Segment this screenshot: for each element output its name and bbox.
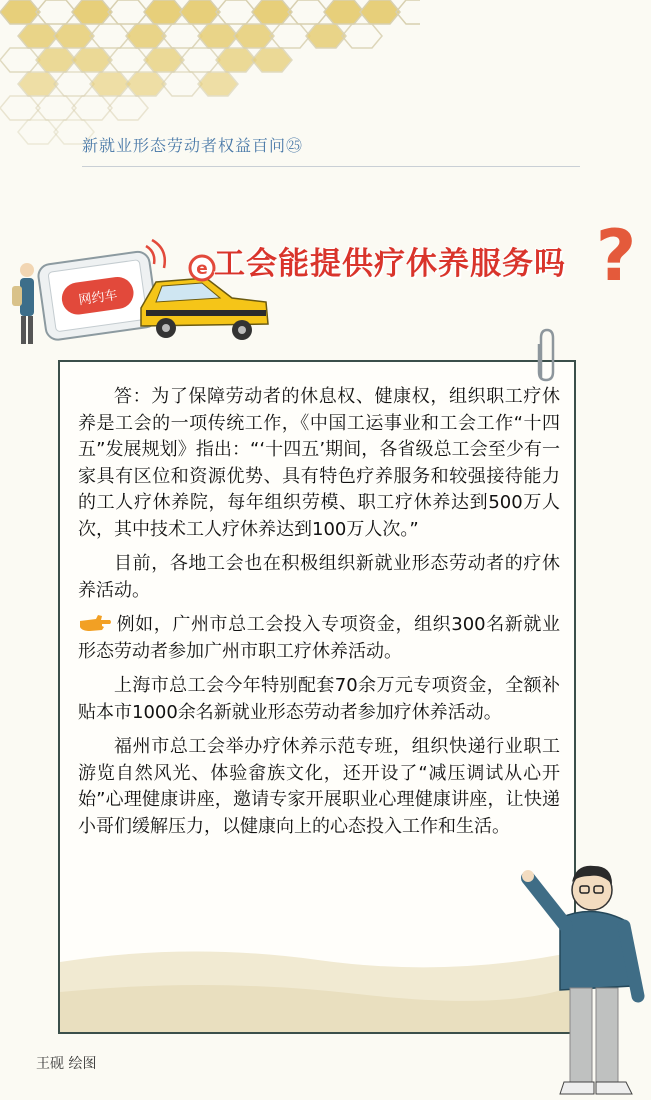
man-figure	[520, 856, 651, 1100]
paper-clip-icon	[535, 328, 557, 384]
paragraph-guangzhou	[78, 612, 560, 665]
hexagon-cell	[108, 48, 148, 72]
taxi-badge: e	[196, 259, 208, 279]
hexagon-cell	[180, 0, 220, 24]
paragraph-guangzhou-text: 例如，广州市总工会投入专项资金，组织300名新就业形态劳动者参加广州市职工疗休养活动。	[78, 614, 560, 662]
hexagon-cell	[288, 0, 328, 24]
hexagon-cell	[324, 0, 364, 24]
hexagon-cell	[180, 48, 220, 72]
hexagon-cell	[198, 72, 238, 96]
hexagon-cell	[90, 24, 130, 48]
hexagon-cell	[72, 0, 112, 24]
hexagon-cell	[252, 48, 292, 72]
hexagon-pattern	[0, 0, 420, 150]
hexagon-cell	[306, 24, 346, 48]
hexagon-cell	[198, 24, 238, 48]
hexagon-cell	[18, 120, 58, 144]
hexagon-cell	[36, 48, 76, 72]
hexagon-cell	[342, 24, 382, 48]
hexagon-cell	[162, 72, 202, 96]
hexagon-cell	[360, 0, 400, 24]
phone-app-text: 网约车	[77, 288, 119, 309]
article-card	[58, 360, 576, 1034]
divider	[82, 166, 580, 167]
paragraph-answer: 答：为了保障劳动者的休息权、健康权，组织职工疗休养是工会的一项传统工作，《中国工运事业和工会工作“十四五”发展规划》指出：“‘十四五’期间，各省级总工会至少有一家具有区位和资源优势、具有特色疗养服务和较强接待能力的工人疗休养院，每年组织劳模、职工疗休养达到500万人次，其中技术工人疗休养达到100万人次。”	[78, 386, 560, 540]
illustrator-credit: 王砚 绘图	[36, 1056, 97, 1072]
hexagon-cell	[0, 0, 40, 24]
card-texture	[60, 922, 574, 1032]
hexagon-cell	[0, 48, 40, 72]
hexagon-cell	[108, 96, 148, 120]
smartphone-icon	[37, 250, 158, 341]
series-title: 新就业形态劳动者权益百问㉕	[82, 136, 304, 155]
pointing-hand-icon	[78, 613, 112, 633]
hexagon-cell	[234, 24, 274, 48]
hexagon-cell	[18, 24, 58, 48]
hexagon-cell	[0, 96, 40, 120]
hexagon-cell	[126, 24, 166, 48]
hexagon-cell	[252, 0, 292, 24]
hexagon-cell	[216, 48, 256, 72]
page-title: 工会能提供疗休养服务吗	[214, 246, 566, 282]
article-body	[78, 384, 560, 848]
paragraph-shanghai: 上海市总工会今年特别配套70余万元专项资金，全额补贴本市1000余名新就业形态劳动者参加疗休养活动。	[78, 675, 560, 723]
hexagon-cell	[54, 72, 94, 96]
hexagon-cell	[54, 24, 94, 48]
hexagon-cell	[216, 0, 256, 24]
hexagon-cell	[144, 0, 184, 24]
hexagon-cell	[270, 24, 310, 48]
hexagon-cell	[90, 72, 130, 96]
hexagon-cell	[36, 0, 76, 24]
hexagon-cell	[126, 72, 166, 96]
courier-figure	[12, 263, 34, 344]
hexagon-cell	[36, 96, 76, 120]
hexagon-cell	[72, 48, 112, 72]
hexagon-cell	[144, 48, 184, 72]
hexagon-cell	[162, 24, 202, 48]
hexagon-cell	[108, 0, 148, 24]
paragraph-current: 目前，各地工会也在积极组织新就业形态劳动者的疗休养活动。	[78, 553, 560, 601]
paragraph-fuzhou: 福州市总工会举办疗休养示范专班，组织快递行业职工游览自然风光、体验畲族文化，还开设了“减压调试从心开始”心理健康讲座，邀请专家开展职业心理健康讲座，让快递小哥们缓解压力，以健康向上的心态投入工作和生活。	[78, 736, 560, 837]
hexagon-cell	[72, 96, 112, 120]
svg-text:?: ?	[595, 218, 637, 293]
hexagon-cell	[18, 72, 58, 96]
question-mark-icon	[586, 218, 646, 293]
